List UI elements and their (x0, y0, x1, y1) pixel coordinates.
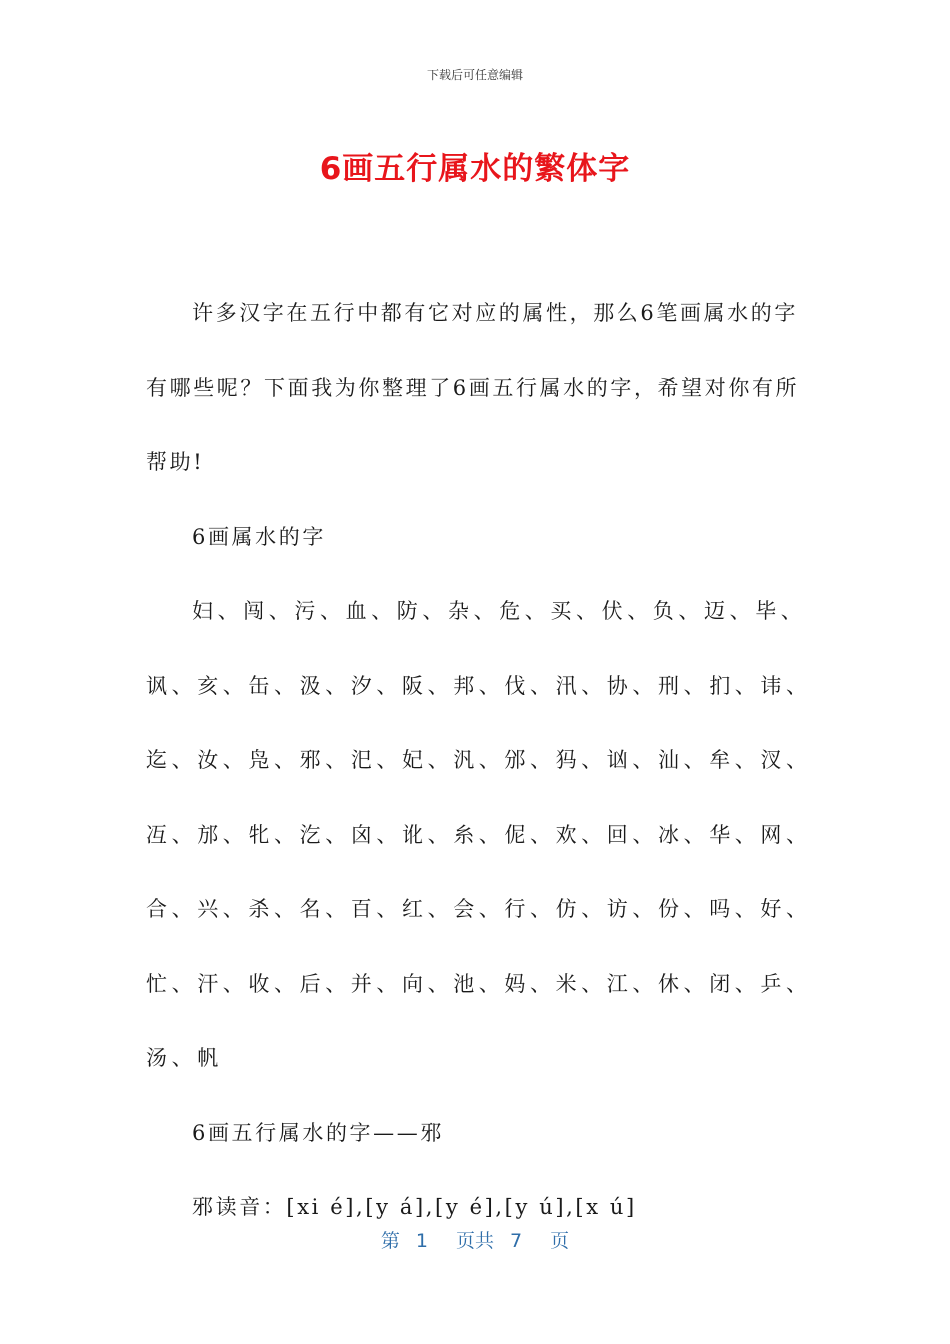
footer-page-number: 1 (415, 1230, 428, 1252)
intro-paragraph: 许多汉字在五行中都有它对应的属性，那么6笔画属水的字有哪些呢？下面我为你整理了6画五行属水的字，希望对你有所帮助! (146, 301, 800, 474)
document-title: 6画五行属水的繁体字 (319, 151, 631, 187)
footer-total-pages: 7 (510, 1230, 523, 1252)
pronunciation-line: 邪读音：[xi é],[y á],[y é],[y ú],[x ú] (192, 1195, 637, 1219)
page-footer (0, 1226, 950, 1253)
character-list: 妇、闯、污、血、防、杂、危、买、伏、负、迈、毕、讽、亥、缶、汲、汐、阪、邦、伐、汛、协、刑、扪、讳、迄、汝、凫、邪、汜、妃、汎、邠、犸、讻、汕、牟、汊、冱、邡、牝、汔、囟、讹、糸、伲、欢、回、冰、华、网、合、兴、杀、名、百、红、会、行、仿、访、份、吗、好、忙、汗、收、后、并、向、池、妈、米、江、休、闭、乒、汤、帆 (146, 599, 812, 1070)
document-body (146, 276, 816, 1245)
footer-page-prefix: 第 (380, 1230, 400, 1252)
footer-page-middle: 页共 (455, 1230, 494, 1252)
header-note: 下载后可任意编辑 (426, 68, 523, 82)
footer-page-suffix: 页 (550, 1230, 570, 1252)
section-heading: 6画属水的字 (192, 524, 326, 549)
sub-heading: 6画五行属水的字——邪 (192, 1120, 444, 1145)
